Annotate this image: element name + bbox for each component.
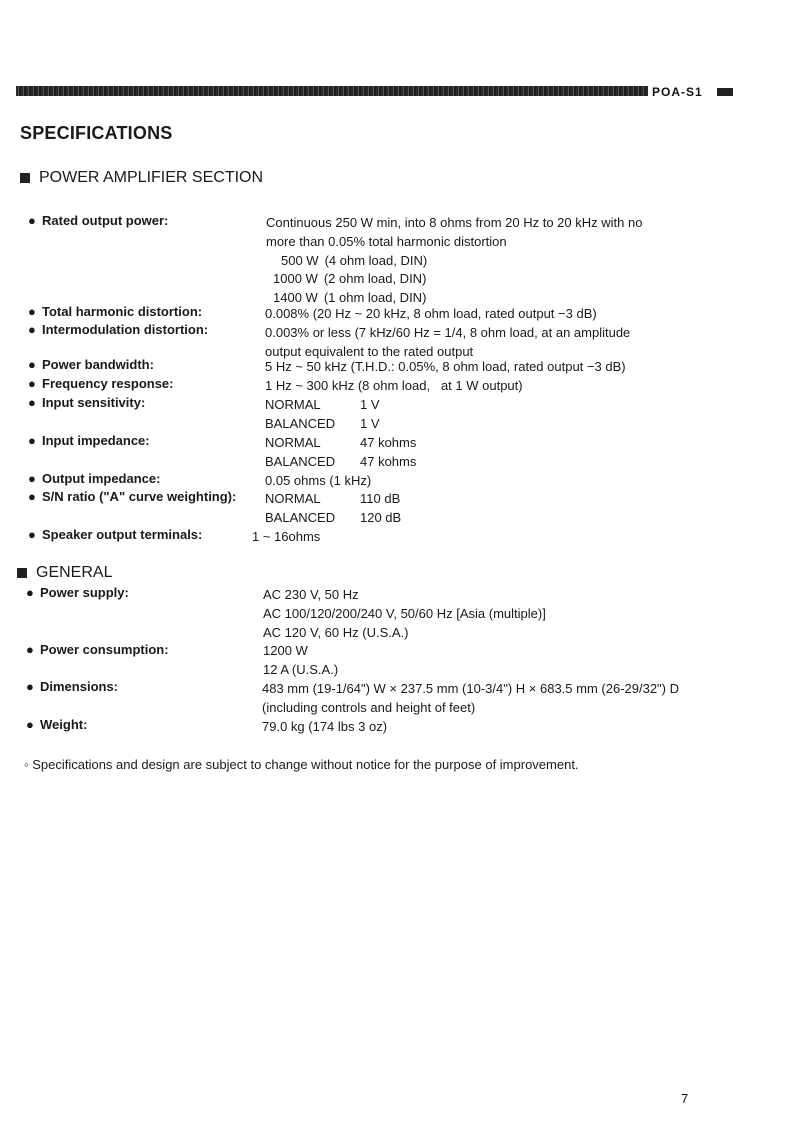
spec-value-line: 0.05 ohms (1 kHz) xyxy=(265,473,372,488)
bullet-icon: ● xyxy=(28,213,36,228)
bullet-icon: ● xyxy=(28,304,36,319)
bullet-icon: ● xyxy=(28,527,36,542)
spec-label: ● Input impedance: xyxy=(28,432,150,451)
spec-value-line: output equivalent to the rated output xyxy=(265,343,474,359)
page-title: SPECIFICATIONS xyxy=(20,123,173,143)
bullet-icon: ● xyxy=(28,322,36,337)
spec-value-power-consumption xyxy=(263,642,338,680)
bullet-icon: ● xyxy=(28,489,36,504)
page-number: 7 xyxy=(681,1091,689,1106)
spec-value-line: AC 100/120/200/240 V, 50/60 Hz [Asia (multiple)] xyxy=(263,605,546,621)
spec-label: ● Intermodulation distortion: xyxy=(28,321,208,340)
spec-value-imd xyxy=(265,324,630,362)
spec-value-line: AC 120 V, 60 Hz (U.S.A.) xyxy=(263,624,409,640)
bullet-icon: ● xyxy=(28,433,36,448)
spec-value-pair: BALANCED 1 V xyxy=(265,415,380,431)
spec-value-input-sensitivity xyxy=(265,396,380,434)
spec-value-line: AC 230 V, 50 Hz xyxy=(263,587,359,602)
spec-value-line: 0.003% or less (7 kHz/60 Hz = 1/4, 8 ohm load, at an amplitude xyxy=(265,325,631,340)
spec-value-rated-output xyxy=(266,214,642,308)
spec-label: ● Output impedance: xyxy=(28,470,160,489)
bullet-icon: ● xyxy=(26,585,34,600)
spec-label: ● Dimensions: xyxy=(26,678,118,697)
spec-value-pair: BALANCED 47 kohms xyxy=(265,453,417,469)
bullet-icon: ● xyxy=(28,395,36,410)
bullet-icon: ● xyxy=(26,642,34,657)
spec-value-line: 1 ~ 16ohms xyxy=(252,529,321,544)
square-bullet-icon xyxy=(17,568,27,578)
bullet-icon: ● xyxy=(26,679,34,694)
spec-value-frequency-response xyxy=(265,377,523,396)
power-section-title-text: POWER AMPLIFIER SECTION xyxy=(39,169,264,186)
spec-value-pair: BALANCED 120 dB xyxy=(265,509,402,525)
spec-label: ● Rated output power: xyxy=(28,212,168,231)
spec-value-line: 483 mm (19-1/64") W × 237.5 mm (10-3/4") H × 683.5 mm (26-29/32") D xyxy=(262,681,680,696)
load-line: 500 W (4 ohm load, DIN) xyxy=(281,252,428,268)
spec-label: ● Power consumption: xyxy=(26,641,169,660)
load-line: 1400 W (1 ohm load, DIN) xyxy=(273,290,427,306)
spec-value-line: more than 0.05% total harmonic distortion xyxy=(266,233,507,249)
spec-label: ● Weight: xyxy=(26,716,87,735)
spec-label: ● Frequency response: xyxy=(28,375,174,394)
bullet-icon: ● xyxy=(26,717,34,732)
spec-value-line: 79.0 kg (174 lbs 3 oz) xyxy=(262,719,388,734)
spec-value-pair: NORMAL 110 dB xyxy=(265,491,401,506)
spec-value-speaker-terminals xyxy=(252,528,320,547)
spec-value-power-supply xyxy=(263,586,546,642)
spec-value-dimensions xyxy=(262,680,679,718)
spec-value-power-bandwidth xyxy=(265,358,626,377)
general-section-title-text: GENERAL xyxy=(36,564,113,581)
spec-value-sn-ratio xyxy=(265,490,401,528)
spec-label: ● Total harmonic distortion: xyxy=(28,303,202,322)
spec-value-line: Continuous 250 W min, into 8 ohms from 20 Hz to 20 kHz with no xyxy=(266,215,643,230)
spec-label: ● Speaker output terminals: xyxy=(28,526,202,545)
spec-label: ● Power bandwidth: xyxy=(28,356,154,375)
header-rule xyxy=(16,86,648,96)
bullet-icon: ● xyxy=(28,471,36,486)
spec-value-line: 12 A (U.S.A.) xyxy=(263,661,339,677)
spec-label: ● Power supply: xyxy=(26,584,129,603)
spec-label: ● Input sensitivity: xyxy=(28,394,145,413)
spec-value-line: (including controls and height of feet) xyxy=(262,699,476,715)
disclaimer-note: ◦ Specifications and design are subject to change without notice for the purpose of improvement. xyxy=(24,757,579,772)
spec-value-weight xyxy=(262,718,387,737)
spec-value-line: 5 Hz ~ 50 kHz (T.H.D.: 0.05%, 8 ohm load, rated output −3 dB) xyxy=(265,359,626,374)
spec-label: ● S/N ratio ("A" curve weighting): xyxy=(28,488,236,507)
square-bullet-icon xyxy=(20,173,30,183)
general-section-title xyxy=(17,564,112,582)
spec-value-line: 1200 W xyxy=(263,643,308,658)
spec-value-thd xyxy=(265,305,597,324)
spec-value-output-impedance xyxy=(265,472,371,491)
header-model: POA-S1 xyxy=(652,85,703,99)
power-section-title xyxy=(20,169,263,187)
load-line: 1000 W (2 ohm load, DIN) xyxy=(273,271,427,287)
spec-value-line: 1 Hz ~ 300 kHz (8 ohm load, at 1 W output) xyxy=(265,378,523,393)
header-end-block xyxy=(717,88,733,96)
spec-value-pair: NORMAL 47 kohms xyxy=(265,435,417,450)
bullet-icon: ● xyxy=(28,357,36,372)
spec-value-input-impedance xyxy=(265,434,416,472)
spec-value-pair: NORMAL 1 V xyxy=(265,397,380,412)
spec-value-line: 0.008% (20 Hz ~ 20 kHz, 8 ohm load, rated output −3 dB) xyxy=(265,306,597,321)
bullet-icon: ● xyxy=(28,376,36,391)
